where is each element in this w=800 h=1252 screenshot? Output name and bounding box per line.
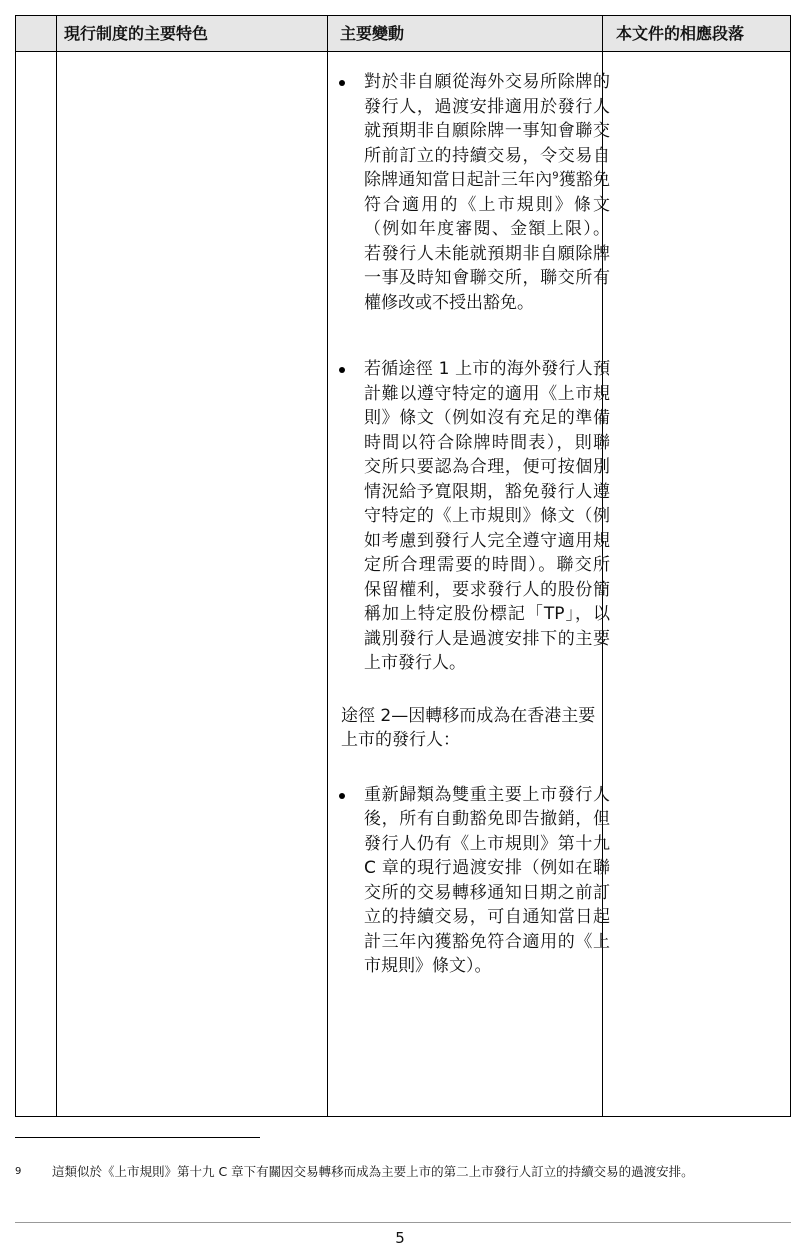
footer-rule — [15, 1222, 791, 1223]
bullet-text: 對於非自願從海外交易所除牌的發行人，過渡安排適用於發行人就預期非自願除牌一事知會聯交所前訂立的持續交易，令交易自除牌通知當日起計三年內$^9$獲豁免符合適用的《上市規則》條文（例如年度審閱、金額上限）。若發行人未能就預期非自願除牌一事及時知會聯交所，聯交所有權修改或不授出豁免。 — [364, 72, 611, 313]
table-header-row — [16, 16, 790, 52]
page-number: 5 — [395, 1229, 405, 1247]
footnote-text: 這類似於《上市規則》第十九 C 章下有關因交易轉移而成為主要上市的第二上市發行人訂立的持續交易的過渡安排。 — [52, 1164, 694, 1179]
bullet-text: 重新歸類為雙重主要上市發行人後，所有自動豁免即告撤銷，但發行人仍有《上市規則》第十九 C 章的現行過渡安排（例如在聯交所的交易轉移通知日期之前訂立的持續交易，可自通知當日起計三年內獲豁免符合適用的《上市規則》條文）。 — [364, 784, 610, 976]
route-2-heading: 途徑 2—因轉移而成為在香港主要上市的發行人： — [341, 705, 596, 750]
header-current-features: 現行制度的主要特色 — [64, 24, 209, 43]
column-divider — [56, 16, 57, 1116]
list-item — [328, 357, 614, 676]
major-changes-cell — [328, 52, 614, 1116]
bullet-icon — [339, 367, 345, 373]
list-item — [328, 783, 614, 979]
bullet-icon — [339, 793, 345, 799]
footnote-reference[interactable]: 9 — [552, 170, 559, 182]
features-table — [15, 15, 791, 1117]
list-item — [328, 70, 614, 315]
bullet-text: 若循途徑 1 上市的海外發行人預計難以遵守特定的適用《上市規則》條文（例如沒有充足的準備時間以符合除牌時間表），則聯交所只要認為合理，便可按個別情況給予寬限期，豁免發行人遵守特定的《上市規則》條文（例如考慮到發行人完全遵守適用規定所合理需要的時間）。聯交所保留權利，要求發行人的股份簡稱加上特定股份標記「TP」，以識別發行人是過渡安排下的主要上市發行人。 — [364, 359, 610, 673]
header-major-changes: 主要變動 — [340, 24, 405, 43]
bullet-icon — [339, 80, 345, 86]
footnote — [15, 1162, 785, 1182]
footnote-separator — [15, 1137, 260, 1138]
header-relevant-paragraphs: 本文件的相應段落 — [616, 24, 745, 43]
footnote-number: 9 — [15, 1166, 22, 1177]
